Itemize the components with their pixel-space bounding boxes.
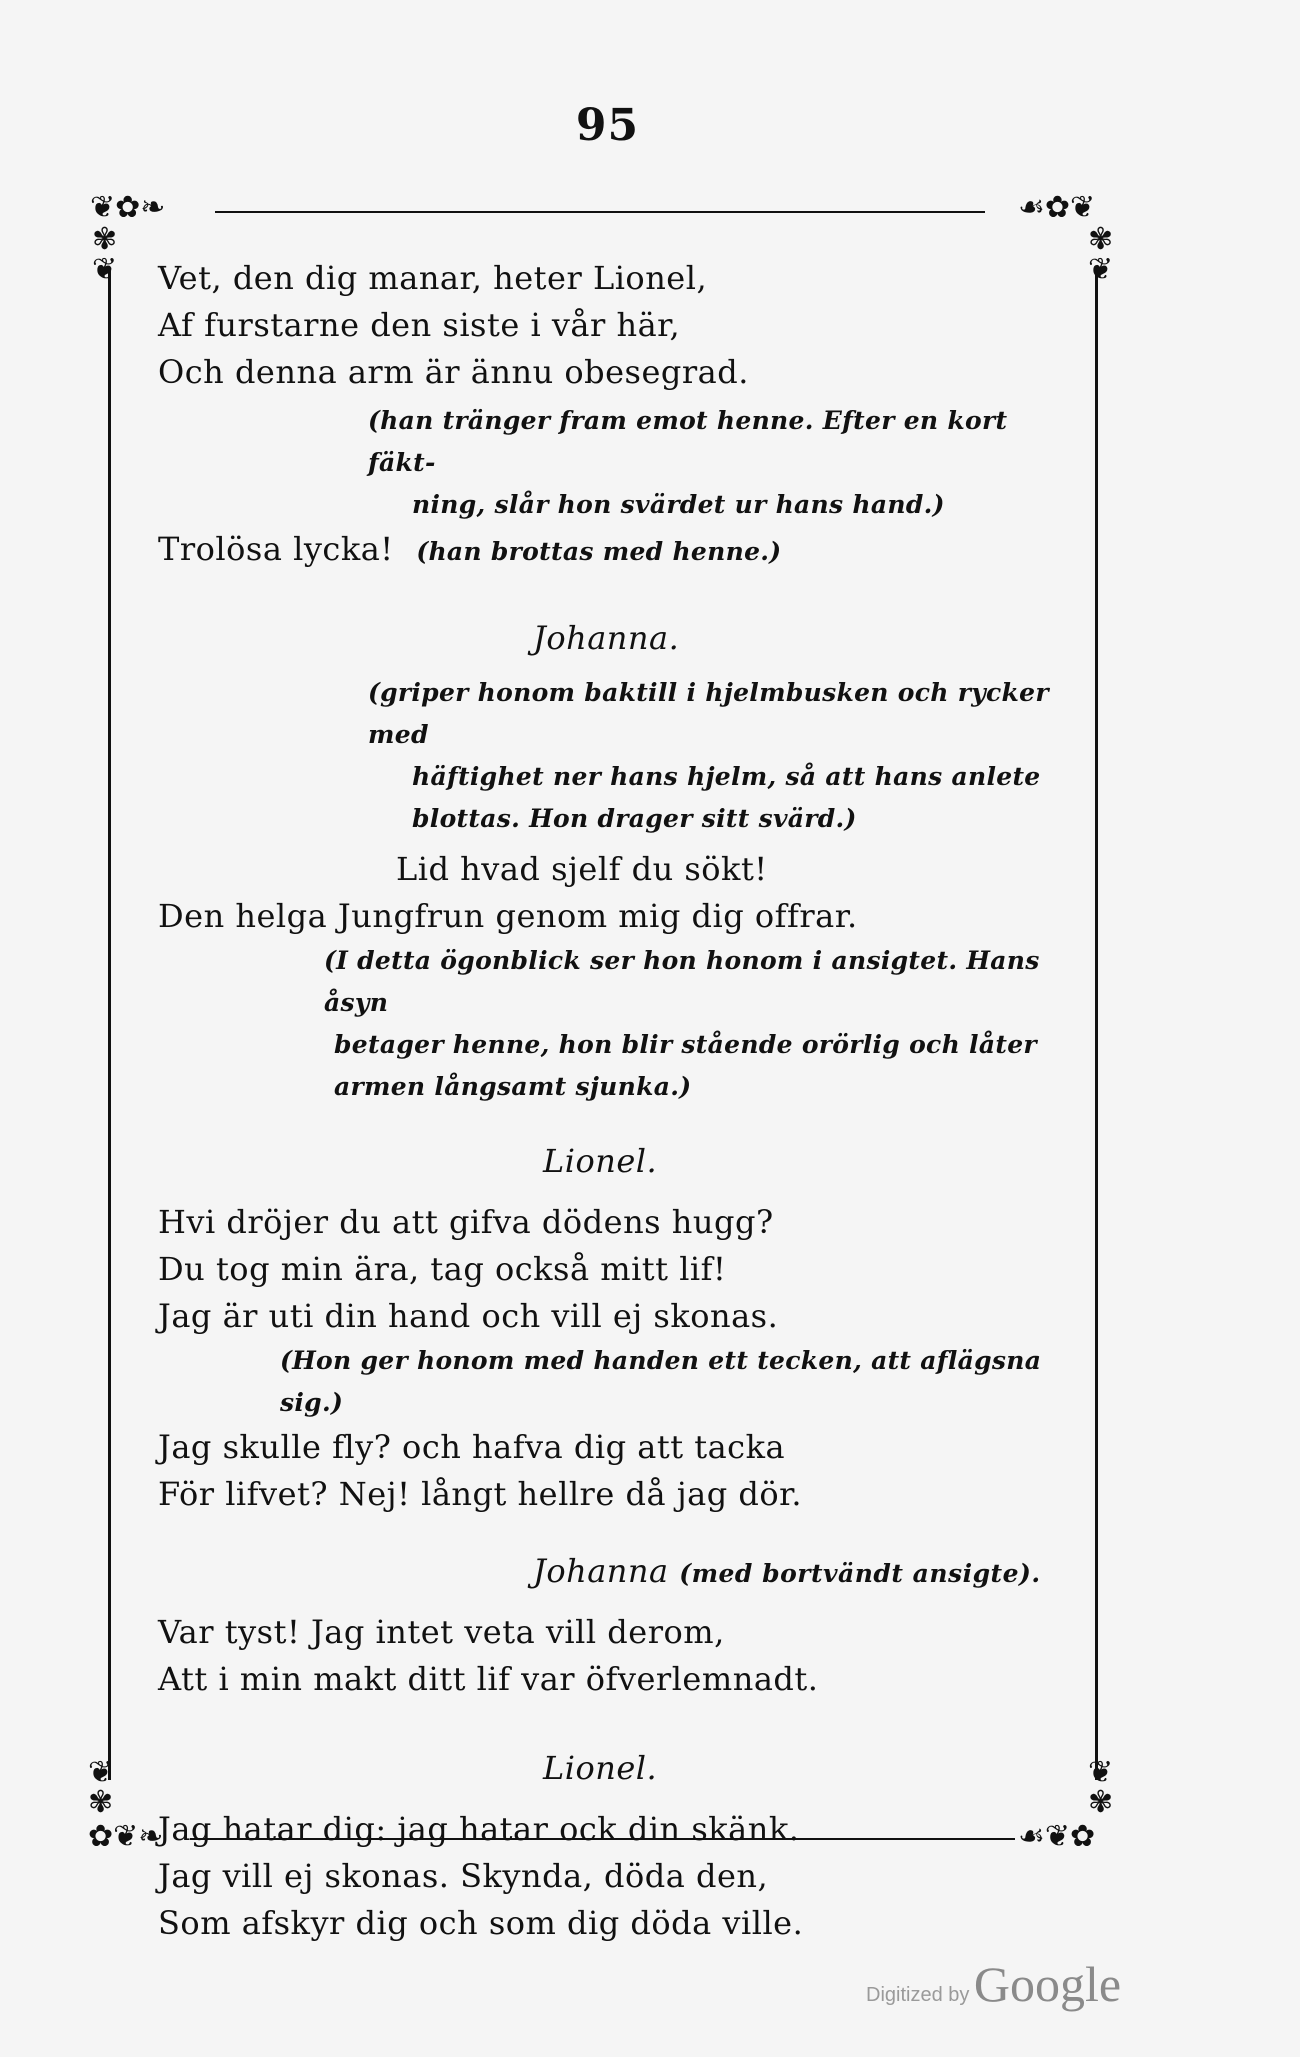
- frame-right-rule: [1095, 270, 1098, 1780]
- ornament-left-lower-icon: ❦ ✾: [88, 1755, 114, 1820]
- stage-direction-inline: (han brottas med henne.): [416, 537, 782, 566]
- stage-direction-line: häftighet ner hans hjelm, så att hans anlete: [412, 762, 1041, 791]
- frame-top-rule: [215, 211, 985, 213]
- verse-line: Som afskyr dig och som dig döda ville.: [158, 1904, 804, 1942]
- frame-left-rule: [108, 270, 111, 1780]
- digitized-label: Digitized by: [866, 1984, 970, 2006]
- stage-direction-line: betager henne, hon blir stående orörlig och låter: [334, 1030, 1037, 1059]
- stage-direction: [158, 400, 1058, 526]
- stage-direction-line: (han tränger fram emot henne. Efter en kort fäkt-: [368, 406, 1008, 477]
- verse-line: Af furstarne den siste i vår här,: [158, 306, 681, 344]
- verse-line: För lifvet? Nej! långt hellre då jag dör.: [158, 1475, 803, 1513]
- stage-direction-line: blottas. Hon drager sitt svärd.): [412, 804, 857, 833]
- speaker-name: Johanna.: [533, 619, 680, 657]
- stage-direction-line: ning, slår hon svärdet ur hans hand.): [412, 490, 945, 519]
- stage-direction-line: (griper honom baktill i hjelmbusken och rycker med: [368, 678, 1049, 749]
- verse-line: [158, 526, 1058, 573]
- verse-line: Jag är uti din hand och vill ej skonas.: [158, 1297, 779, 1335]
- speaker-name: Lionel.: [543, 1749, 658, 1787]
- stage-direction-inline: (med bortvändt ansigte).: [679, 1559, 1041, 1588]
- ornament-bottom-left-icon: ✿❦❧: [88, 1819, 164, 1854]
- verse-line: Jag hatar dig: jag hatar ock din skänk.: [158, 1810, 800, 1848]
- stage-direction-line: (I detta ögonblick ser hon honom i ansigtet. Hans åsyn: [324, 946, 1040, 1017]
- stage-direction: (Hon ger honom med handen ett tecken, att aflägsna sig.): [280, 1346, 1042, 1417]
- speaker-name: [158, 1548, 1058, 1597]
- verse-line: Hvi dröjer du att gifva dödens hugg?: [158, 1203, 774, 1241]
- page-number: 95: [575, 100, 640, 151]
- verse-line: Jag skulle fly? och hafva dig att tacka: [158, 1428, 786, 1466]
- page-text: [158, 255, 1058, 1947]
- verse-line: Du tog min ära, tag också mitt lif!: [158, 1250, 727, 1288]
- verse-line: Lid hvad sjelf du sökt!: [396, 850, 768, 888]
- ornament-bottom-right-icon: ☙❦✿: [1018, 1819, 1096, 1854]
- ornament-top-right-icon: ☙✿❦: [1018, 190, 1096, 225]
- ornament-top-left-icon: ❦✿❧: [90, 190, 166, 225]
- ornament-right-upper-icon: ✾ ❦: [1088, 222, 1114, 287]
- ornament-right-lower-icon: ❦ ✾: [1088, 1755, 1114, 1820]
- verse-line: Den helga Jungfrun genom mig dig offrar.: [158, 897, 858, 935]
- verse-text: Trolösa lycka!: [158, 530, 394, 568]
- speaker-label: Johanna: [533, 1552, 669, 1590]
- speaker-name: Lionel.: [543, 1142, 658, 1180]
- ornament-left-upper-icon: ✾ ❦: [92, 222, 118, 287]
- digitized-watermark: [866, 1955, 1121, 2013]
- stage-direction: [158, 672, 1058, 840]
- stage-direction: [158, 940, 1058, 1108]
- google-logo: Google: [973, 1956, 1122, 2012]
- verse-line: Jag vill ej skonas. Skynda, döda den,: [158, 1857, 769, 1895]
- verse-line: Att i min makt ditt lif var öfverlemnadt.: [158, 1660, 819, 1698]
- stage-direction-line: armen långsamt sjunka.): [334, 1072, 692, 1101]
- verse-line: Och denna arm är ännu obesegrad.: [158, 353, 749, 391]
- verse-line: Vet, den dig manar, heter Lionel,: [158, 259, 708, 297]
- verse-line: Var tyst! Jag intet veta vill derom,: [158, 1613, 725, 1651]
